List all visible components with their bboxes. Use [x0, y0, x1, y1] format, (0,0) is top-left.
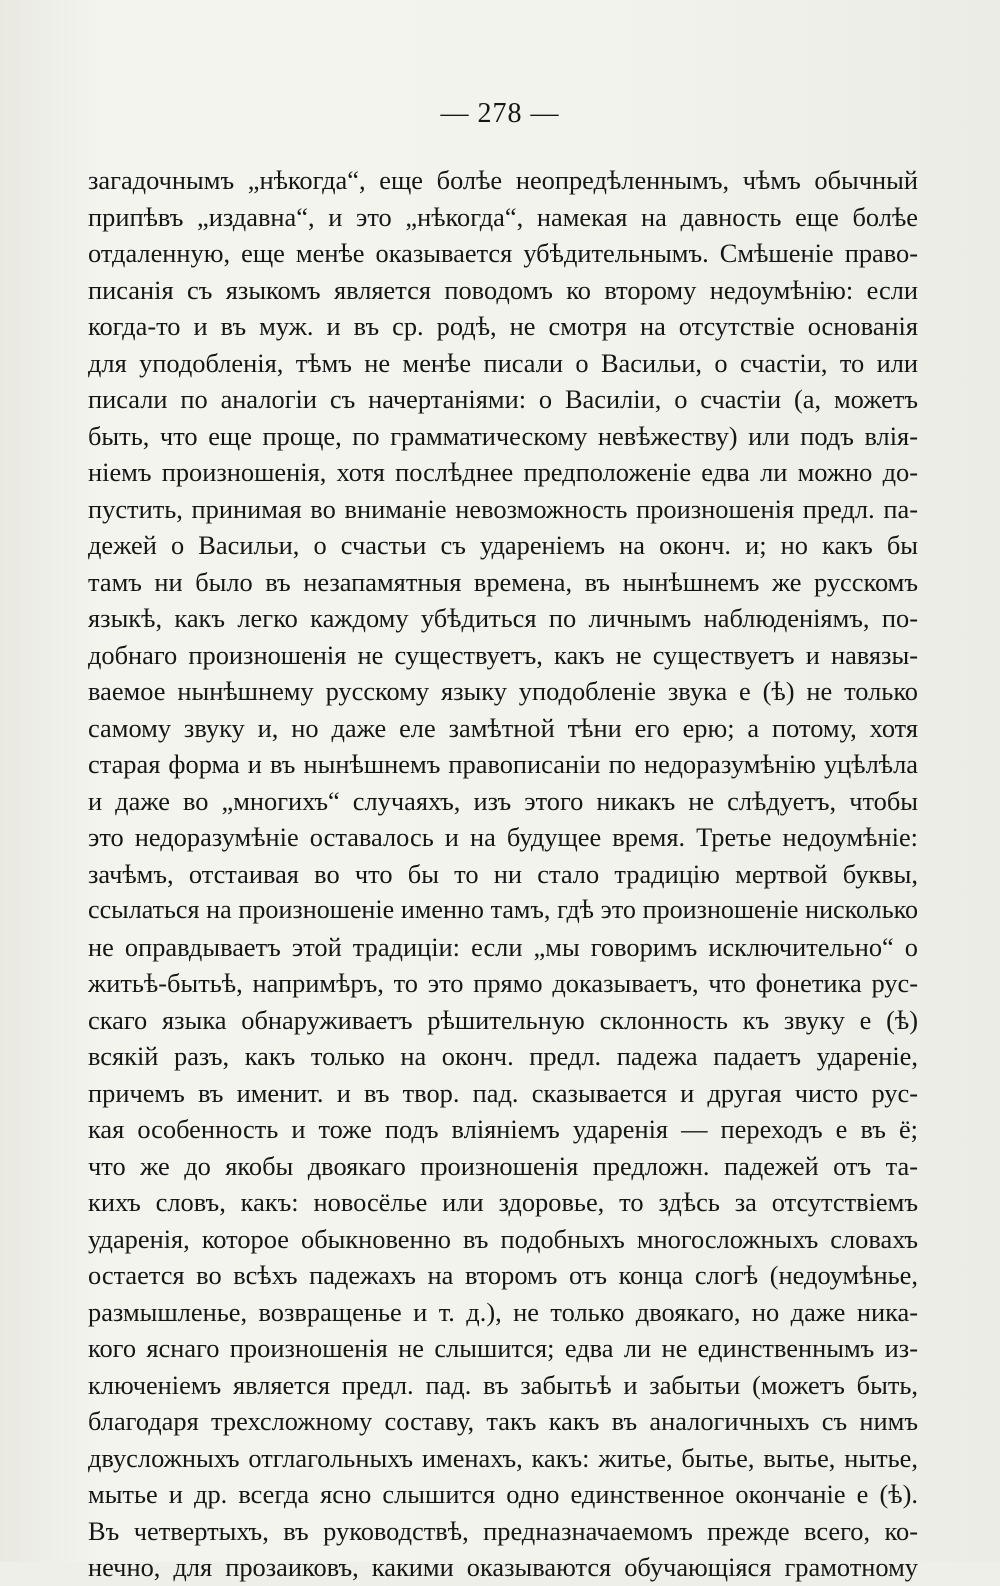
text-line: быть, что еще проще, по грамматическому невѣжеству) или подъ влія- — [88, 420, 918, 451]
text-line: причемъ въ именит. и въ твор. пад. сказывается и другая чисто рус- — [88, 1077, 918, 1108]
text-line: пустить, принимая во вниманіе невозможность произношенія предл. па- — [88, 493, 918, 524]
text-line: для уподобленія, тѣмъ не менѣе писали о Васильи, о счастіи, то или — [88, 347, 918, 378]
text-line: кого яснаго произношенія не слышится; едва ли не единственнымъ из- — [88, 1333, 918, 1363]
text-line: двусложныхъ отглагольныхъ именахъ, какъ: житье, бытье, вытье, нытье, — [88, 1442, 918, 1473]
text-line: старая форма и въ нынѣшнемъ правописаніи по недоразумѣнію уцѣлѣла — [88, 749, 918, 779]
text-line: кая особенность и тоже подъ вліяніемъ ударенія — переходъ е въ ё; — [88, 1114, 918, 1144]
body-text — [88, 162, 918, 1586]
text-line: дежей о Васильи, о счастьи съ удареніемъ на оконч. и; но какъ бы — [88, 530, 918, 560]
text-line: не оправдываетъ этой традиціи: если „мы говоримъ исключительно“ о — [88, 931, 918, 962]
text-line: добнаго произношенія не существуетъ, какъ не существуетъ и навязы- — [88, 639, 918, 670]
text-line: скаго языка обнаруживаетъ рѣшительную склонность къ звуку е (ѣ) — [88, 1004, 918, 1035]
text-line: отдаленную, еще менѣе оказывается убѣдительнымъ. Смѣшеніе право- — [88, 238, 918, 268]
text-line: благодаря трехсложному составу, такъ какъ въ аналогичныхъ съ нимъ — [88, 1406, 918, 1436]
text-line: житьѣ-бытьѣ, напримѣръ, то это прямо доказываетъ, что фонетика рус- — [88, 968, 918, 998]
text-line: это недоразумѣніе оставалось и на будущее время. Третье недоумѣніе: — [88, 822, 918, 852]
text-line: ударенія, которое обыкновенно въ подобныхъ многосложныхъ словахъ — [88, 1223, 918, 1254]
text-line: нечно, для прозаиковъ, какими оказываются обучающіяся грамотному — [88, 1552, 918, 1582]
text-line: писали по аналогіи съ начертаніями: о Василіи, о счастіи (а, можетъ — [88, 384, 918, 414]
text-line: мытье и др. всегда ясно слышится одно единственное окончаніе е (ѣ). — [88, 1479, 918, 1509]
text-line: когда-то и въ муж. и въ ср. родѣ, не смотря на отсутствіе основанія — [88, 311, 918, 341]
text-line: размышленье, возвращенье и т. д.), не только двоякаго, но даже ника- — [88, 1296, 918, 1327]
text-line: всякій разъ, какъ только на оконч. предл. падежа падаетъ удареніе, — [88, 1041, 918, 1071]
text-line: загадочнымъ „нѣкогда“, еще болѣе неопредѣленнымъ, чѣмъ обычный — [88, 165, 918, 195]
text-line: и даже во „многихъ“ случаяхъ, изъ этого никакъ не слѣдуетъ, чтобы — [88, 785, 918, 816]
text-line: языкѣ, какъ легко каждому убѣдиться по личнымъ наблюденіямъ, по- — [88, 603, 918, 633]
text-line: ніемъ произношенія, хотя послѣднее предположеніе едва ли можно до- — [88, 457, 918, 487]
text-line: ссылаться на произношеніе именно тамъ, гдѣ это произношеніе нисколько — [88, 895, 918, 924]
text-line: тамъ ни было въ незапамятныя времена, въ нынѣшнемъ же русскомъ — [88, 566, 918, 597]
page-number: — 278 — — [440, 98, 560, 129]
text-line: что же до якобы двоякаго произношенія предложн. падежей отъ та- — [88, 1150, 918, 1181]
text-line: ключеніемъ является предл. пад. въ забытьѣ и забытьи (можетъ быть, — [88, 1369, 918, 1400]
text-line: припѣвъ „издавна“, и это „нѣкогда“, намекая на давность еще болѣе — [88, 201, 918, 232]
text-line: самому звуку и, но даже еле замѣтной тѣни его ерю; а потому, хотя — [88, 712, 918, 743]
text-line: остается во всѣхъ падежахъ на второмъ отъ конца слогѣ (недоумѣнье, — [88, 1260, 918, 1290]
text-line: зачѣмъ, отстаивая во что бы то ни стало традицію мертвой буквы, — [88, 858, 918, 889]
text-line: ваемое нынѣшнему русскому языку уподобленіе звука е (ѣ) не только — [88, 676, 918, 706]
text-line: писанія съ языкомъ является поводомъ ко второму недоумѣнію: если — [88, 274, 918, 305]
text-line: кихъ словъ, какъ: новосёлье или здоровье, то здѣсь за отсутствіемъ — [88, 1187, 918, 1217]
text-line: Въ четвертыхъ, въ руководствѣ, предназначаемомъ прежде всего, ко- — [88, 1515, 918, 1546]
